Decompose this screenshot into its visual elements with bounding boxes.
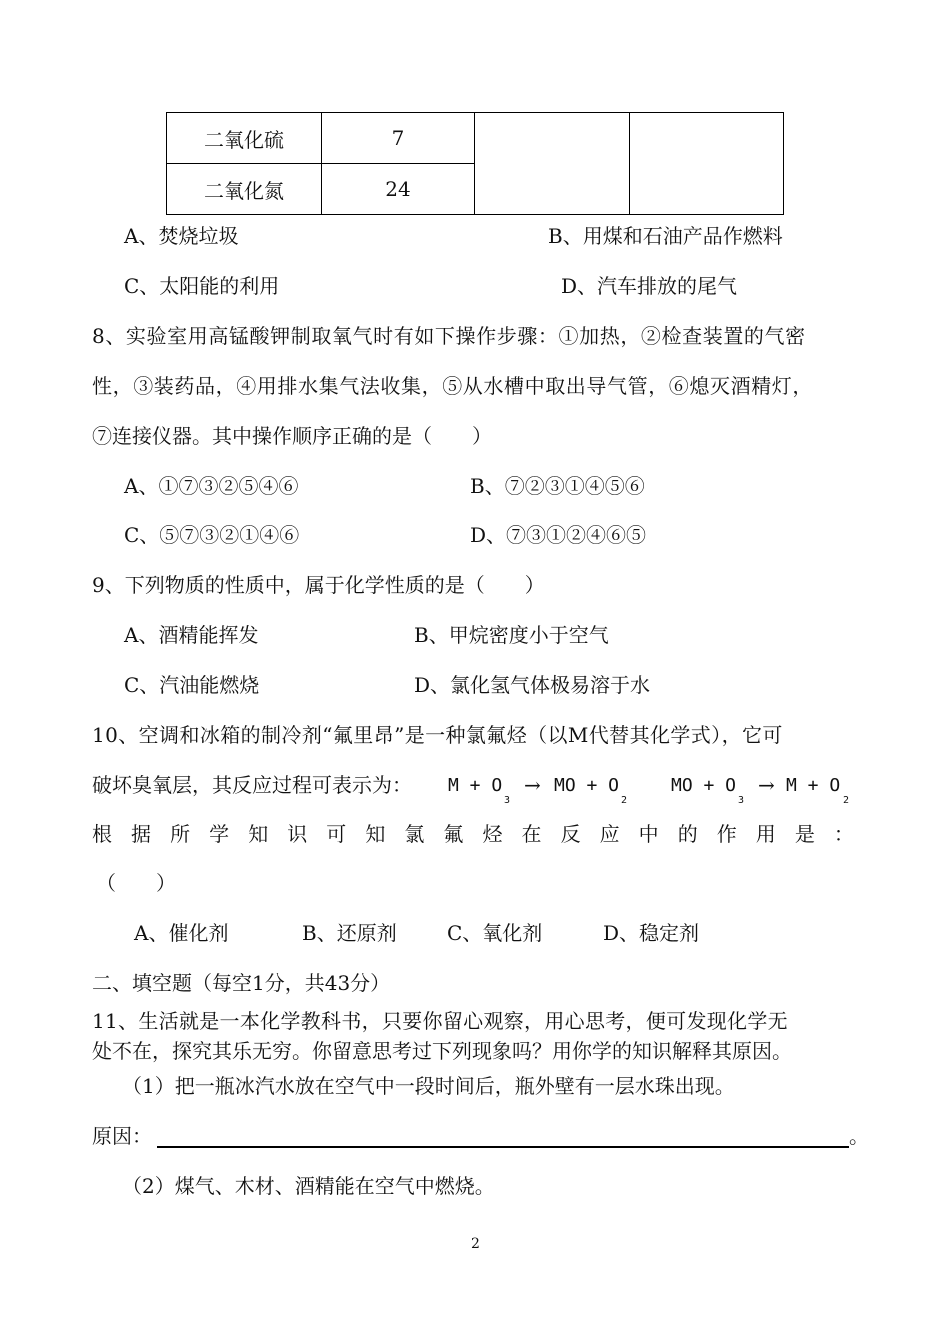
table-cell-empty [630,113,784,215]
q10-line3-char: 反 [560,822,581,846]
q10-line3-char: 学 [209,822,230,846]
q10-eq1-arrow: → [524,773,541,797]
q11-stem-line2: 处不在，探究其乐无穷。你留意思考过下列现象吗？用你学的知识解释其原因。 [92,1039,792,1063]
q10-line3-char: 是 [794,822,815,846]
q10-option-a: A、催化剂 [134,921,229,945]
q10-line3-char: 烃 [482,822,503,846]
q11-reason-label: 原因： [92,1124,152,1148]
q10-answer-blank: （ ） [96,871,176,895]
q10-line3-char: 作 [716,822,737,846]
q8-stem-line3: ⑦连接仪器。其中操作顺序正确的是（ ） [92,424,492,448]
q10-stem-line1: 10、空调和冰箱的制冷剂“氟里昂”是一种氯氟烃（以M代替其化学式），它可 [92,723,783,747]
q8-option-d: D、⑦③①②④⑥⑤ [470,523,647,547]
q9-option-d: D、氯化氢气体极易溶于水 [414,673,651,697]
table-cell-empty [475,113,630,215]
q7-option-b: B、用煤和石油产品作燃料 [548,224,783,248]
pollutant-table [166,112,784,215]
q10-line3-char: 根 [92,822,112,846]
q10-eq2-arrow: → [758,773,775,797]
q10-line3-char: 氯 [404,822,425,846]
q8-option-c: C、⑤⑦③②①④⑥ [124,523,300,547]
q7-option-c: C、太阳能的利用 [124,274,280,298]
table-row [167,113,784,164]
q8-option-a: A、①⑦③②⑤④⑥ [124,474,299,498]
q8-stem-line2: 性，③装药品，④用排水集气法收集，⑤从水槽中取出导气管，⑥熄灭酒精灯， [92,374,813,398]
q10-line3-char: 知 [248,822,269,846]
table-cell-value: 7 [322,113,475,164]
q8-option-b: B、⑦②③①④⑤⑥ [470,474,645,498]
q10-eq2-lhs: MO + O [671,775,737,796]
q10-option-d: D、稳定剂 [603,921,700,945]
q10-line3-char: 的 [677,822,698,846]
q10-line3-char: 据 [131,822,152,846]
q8-stem-line1: 8、实验室用高锰酸钾制取氧气时有如下操作步骤：①加热，②检查装置的气密 [92,324,806,348]
q7-option-d: D、汽车排放的尾气 [561,274,738,298]
q10-line3-char: 在 [521,822,542,846]
q10-stem-line3 [92,824,854,844]
q10-eq2-rhs-subscript: 2 [843,795,850,806]
page-number: 2 [471,1236,480,1252]
table-cell-name: 二氧化硫 [167,113,322,164]
q10-eq1-lhs: M + O [448,775,503,796]
q10-line3-char: 氟 [443,822,464,846]
q11-sub1: （1）把一瓶冰汽水放在空气中一段时间后，瓶外壁有一层水珠出现。 [122,1074,735,1098]
q7-option-a: A、焚烧垃圾 [124,224,239,248]
q10-line3-char: 用 [755,822,776,846]
q10-eq2-lhs-subscript: 3 [738,795,745,806]
q10-line3-char: 中 [638,822,659,846]
answer-line[interactable] [157,1146,849,1148]
section-title: 二、填空题（每空1分，共43分） [92,971,391,995]
table-cell-name: 二氧化氮 [167,164,322,215]
q10-eq2-rhs: M + O [786,775,841,796]
q10-eq1-rhs-subscript: 2 [621,795,628,806]
q10-option-b: B、还原剂 [302,921,397,945]
q10-line3-char: 知 [365,822,386,846]
q10-line3-char: 应 [599,822,620,846]
q10-stem-line2-prefix: 破坏臭氧层，其反应过程可表示为： [92,773,412,797]
q10-eq1-rhs: MO + O [554,775,620,796]
q9-option-b: B、甲烷密度小于空气 [414,623,609,647]
q10-line3-char: 可 [326,822,347,846]
q11-reason-end: 。 [849,1124,869,1148]
q10-line3-char: ： [833,822,854,846]
q9-stem: 9、下列物质的性质中，属于化学性质的是（ ） [92,573,545,597]
q9-option-a: A、酒精能挥发 [124,623,259,647]
table-cell-value: 24 [322,164,475,215]
q9-option-c: C、汽油能燃烧 [124,673,260,697]
q10-option-c: C、氧化剂 [447,921,543,945]
q10-eq1-lhs-subscript: 3 [504,795,511,806]
q10-line3-char: 识 [287,822,308,846]
q11-sub2: （2）煤气、木材、酒精能在空气中燃烧。 [122,1174,495,1198]
q11-stem-line1: 11、生活就是一本化学教科书，只要你留心观察，用心思考，便可发现化学无 [92,1009,788,1033]
q10-line3-char: 所 [170,822,191,846]
